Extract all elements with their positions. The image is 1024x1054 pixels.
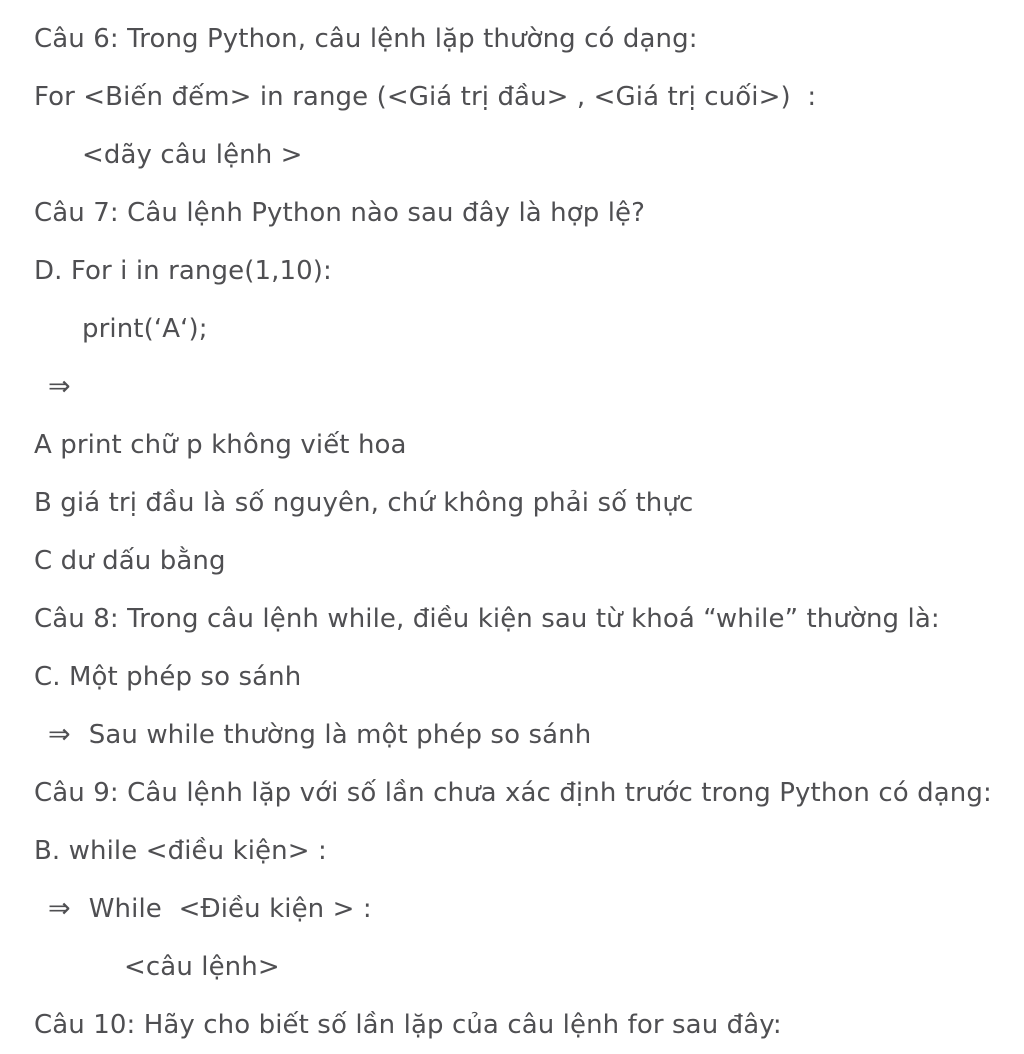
text-line-q6-syntax — [34, 68, 994, 126]
text-line-q8-answer-c — [34, 648, 994, 706]
line-text: C dư dấu bằng — [34, 546, 226, 576]
text-line-q7-note-a — [34, 416, 994, 474]
line-text: Câu 8: Trong câu lệnh while, điều kiện sau từ khoá “while” thường là: — [34, 604, 940, 634]
text-line-q8-arrow — [34, 706, 994, 764]
text-line-q7-note-c — [34, 532, 994, 590]
line-text: B giá trị đầu là số nguyên, chứ không phải số thực — [34, 488, 694, 518]
text-line-q7-arrow — [34, 358, 994, 416]
line-text: B. while <điều kiện> : — [34, 836, 327, 866]
text-line-q6-prompt — [34, 10, 994, 68]
line-text: A print chữ p không viết hoa — [34, 430, 407, 460]
text-line-q7-prompt — [34, 184, 994, 242]
line-text: <câu lệnh> — [124, 952, 280, 982]
implies-arrow-icon: ⇒ — [48, 371, 71, 402]
line-text: <dãy câu lệnh > — [82, 140, 303, 170]
implies-arrow-icon: ⇒ — [48, 893, 71, 924]
line-text: print(‘A‘); — [82, 314, 208, 344]
text-line-q8-prompt — [34, 590, 994, 648]
document-text-body — [34, 10, 994, 1054]
line-text: Câu 6: Trong Python, câu lệnh lặp thường có dạng: — [34, 24, 698, 54]
line-text: C. Một phép so sánh — [34, 662, 302, 692]
text-line-q9-arrow — [34, 880, 994, 938]
text-line-q7-answer-d — [34, 242, 994, 300]
implies-arrow-icon: ⇒ — [48, 719, 71, 750]
text-line-q9-prompt — [34, 764, 994, 822]
line-text: For <Biến đếm> in range (<Giá trị đầu> , <Giá trị cuối>) : — [34, 82, 817, 112]
line-text: D. For i in range(1,10): — [34, 256, 332, 286]
text-line-q6-body — [34, 126, 994, 184]
line-text: Câu 9: Câu lệnh lặp với số lần chưa xác định trước trong Python có dạng: — [34, 778, 992, 808]
text-line-q9-arrow-body — [34, 938, 994, 996]
line-text: Câu 7: Câu lệnh Python nào sau đây là hợp lệ? — [34, 198, 646, 228]
line-text: Câu 10: Hãy cho biết số lần lặp của câu lệnh for sau đây: — [34, 1010, 782, 1040]
line-text: While <Điều kiện > : — [88, 894, 372, 924]
text-line-q7-note-b — [34, 474, 994, 532]
text-line-q7-answer-d-body — [34, 300, 994, 358]
line-text: Sau while thường là một phép so sánh — [88, 720, 592, 750]
text-line-q10-prompt — [34, 996, 994, 1054]
text-line-q9-answer-b — [34, 822, 994, 880]
